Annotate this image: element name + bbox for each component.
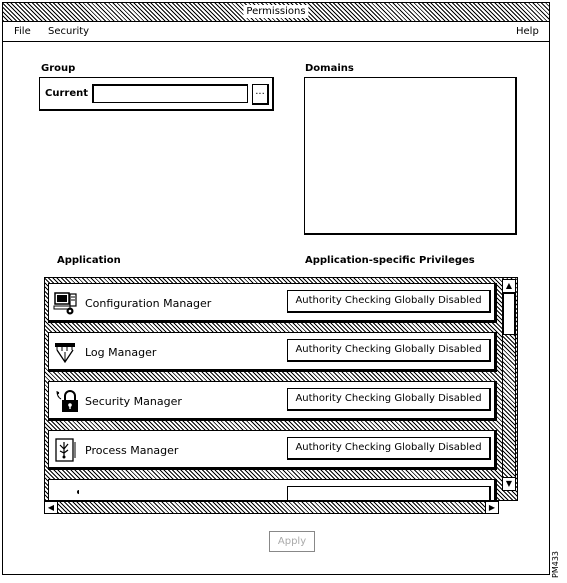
application-icon <box>53 487 79 501</box>
privilege-button[interactable]: Authority Checking Globally Disabled <box>287 290 491 313</box>
privilege-button[interactable]: Authority Checking Globally Disabled <box>287 437 491 460</box>
vertical-scroll-thumb[interactable] <box>503 293 515 335</box>
title-bar[interactable] <box>3 3 549 22</box>
app-name: Log Manager <box>85 346 157 359</box>
menu-bar <box>3 22 549 42</box>
group-heading: Group <box>41 63 76 74</box>
figure-id: PM433 <box>551 551 560 578</box>
application-vertical-scrollbar[interactable] <box>502 279 516 491</box>
app-row-partial[interactable] <box>48 479 497 501</box>
scroll-up-arrow-icon[interactable]: ▲ <box>503 280 515 293</box>
lock-icon <box>53 389 79 413</box>
application-column-header: Application <box>57 255 121 266</box>
app-name: Process Manager <box>85 444 179 457</box>
scroll-left-arrow-icon[interactable]: ◀ <box>45 502 58 513</box>
privileges-column-header: Application-specific Privileges <box>305 255 475 266</box>
permissions-window <box>2 2 550 575</box>
privilege-button[interactable] <box>287 486 491 501</box>
app-row-security-manager[interactable] <box>48 381 497 421</box>
window-title: Permissions <box>243 5 308 18</box>
domains-list[interactable] <box>304 77 517 235</box>
app-row-configuration-manager[interactable] <box>48 283 497 323</box>
group-browse-button[interactable]: ... <box>252 84 269 105</box>
application-horizontal-scrollbar[interactable] <box>44 501 499 514</box>
process-manager-icon <box>53 438 79 462</box>
menu-file[interactable]: File <box>14 26 31 37</box>
scroll-down-arrow-icon[interactable]: ▼ <box>503 477 515 490</box>
app-row-process-manager[interactable] <box>48 430 497 470</box>
log-manager-icon <box>53 340 79 364</box>
scroll-right-arrow-icon[interactable]: ▶ <box>485 502 498 513</box>
configuration-manager-icon <box>53 291 79 315</box>
current-group-input[interactable] <box>92 84 248 103</box>
apply-button[interactable]: Apply <box>269 531 315 552</box>
privilege-button[interactable]: Authority Checking Globally Disabled <box>287 339 491 362</box>
current-label: Current <box>45 88 89 99</box>
app-name: Security Manager <box>85 395 182 408</box>
app-name: Configuration Manager <box>85 297 212 310</box>
group-box <box>39 77 274 111</box>
domains-heading: Domains <box>305 63 354 74</box>
menu-help[interactable]: Help <box>516 26 539 37</box>
privilege-button[interactable]: Authority Checking Globally Disabled <box>287 388 491 411</box>
app-row-log-manager[interactable] <box>48 332 497 372</box>
menu-security[interactable]: Security <box>48 26 90 37</box>
application-list[interactable] <box>44 277 518 501</box>
